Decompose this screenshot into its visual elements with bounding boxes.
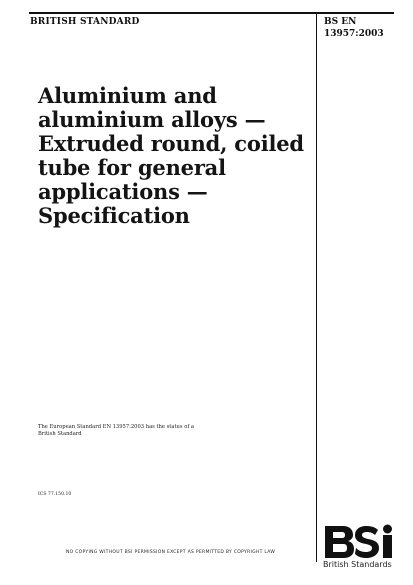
document-number-block xyxy=(324,16,394,40)
top-rule xyxy=(29,12,394,14)
standard-status-note: The European Standard EN 13957:2003 has the status of a British Standard xyxy=(38,424,194,437)
bsi-logo-icon xyxy=(323,522,397,558)
header-left-label: BRITISH STANDARD xyxy=(30,17,140,27)
document-number: 13957:2003 xyxy=(324,29,384,39)
bsi-logo-caption: British Standards xyxy=(323,560,392,569)
ics-code: ICS 77.150.10 xyxy=(38,492,72,497)
document-number-prefix: BS EN xyxy=(324,17,357,27)
copyright-notice: NO COPYING WITHOUT BSI PERMISSION EXCEPT AS PERMITTED BY COPYRIGHT LAW xyxy=(66,550,276,555)
vertical-rule xyxy=(316,12,317,562)
document-title: Aluminium and aluminium alloys — Extruded round, coiled tube for general applications — Specification xyxy=(38,83,304,228)
bsi-logo xyxy=(323,522,397,577)
